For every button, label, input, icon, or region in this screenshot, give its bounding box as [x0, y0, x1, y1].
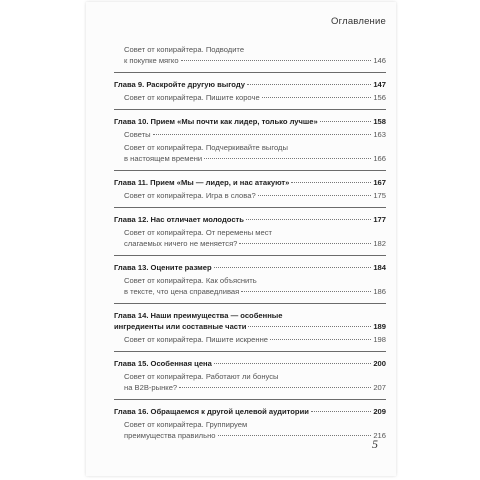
toc-entry-title: Глава 15. Особенная цена — [114, 359, 212, 368]
dot-leader — [179, 387, 371, 388]
toc-chapter-entry — [114, 351, 386, 369]
toc-page-number: 167 — [373, 178, 386, 187]
toc-entry-line — [114, 190, 386, 201]
toc-page-number: 147 — [373, 80, 386, 89]
toc-chapter-entry — [114, 170, 386, 188]
toc-chapter-entry — [114, 72, 386, 90]
toc-entry-title: Глава 12. Нас отличает молодость — [114, 215, 244, 224]
dot-leader — [258, 195, 372, 196]
toc-page-number: 216 — [373, 431, 386, 440]
toc-entry-line — [114, 321, 386, 332]
toc-subentry — [114, 92, 386, 103]
toc-entry-title: преимущества правильно — [124, 431, 216, 440]
toc-page-number: 200 — [373, 359, 386, 368]
toc-entry-title-line: Совет от копирайтера. Как объяснить — [124, 276, 257, 285]
toc-chapter-entry — [114, 255, 386, 273]
toc-entry-line — [114, 214, 386, 225]
toc-entry-title: Глава 11. Прием «Мы — лидер, и нас атакуют» — [114, 178, 290, 187]
toc-subentry — [114, 190, 386, 201]
toc-entry-line — [114, 286, 386, 297]
toc-page-number: 163 — [373, 130, 386, 139]
dot-leader — [248, 326, 371, 327]
toc-entry-title-line: Совет от копирайтера. Работают ли бонусы — [124, 372, 279, 381]
toc-page-number: 175 — [373, 191, 386, 200]
toc-subentry — [114, 419, 386, 441]
dot-leader — [241, 291, 371, 292]
toc-entry-line — [114, 177, 386, 188]
toc-entry-title-line: Совет от копирайтера. Подводите — [124, 45, 245, 54]
toc-entry-title-line: Глава 14. Наши преимущества — особенные — [114, 311, 283, 320]
toc-entry-title: Глава 9. Раскройте другую выгоду — [114, 80, 245, 89]
toc-entry-title: к покупке мягко — [124, 56, 179, 65]
toc-entry-title: Советы — [124, 130, 151, 139]
toc-entry-title: в настоящем времени — [124, 154, 203, 163]
toc-page-number: 156 — [373, 93, 386, 102]
toc-entry-title: Глава 16. Обращаемся к другой целевой аудитории — [114, 407, 309, 416]
toc-subentry — [114, 142, 386, 164]
toc-page-number: 198 — [373, 335, 386, 344]
dot-leader — [239, 243, 371, 244]
dot-leader — [246, 219, 371, 220]
table-of-contents — [114, 42, 386, 441]
toc-entry-title: Глава 10. Прием «Мы почти как лидер, только лучше» — [114, 117, 318, 126]
toc-page-number: 184 — [373, 263, 386, 272]
toc-subentry — [114, 227, 386, 249]
dot-leader — [262, 97, 372, 98]
toc-entry-title-line: Совет от копирайтера. Подчеркивайте выгоды — [124, 143, 288, 152]
toc-entry-title-line: Совет от копирайтера. От перемены мест — [124, 228, 273, 237]
dot-leader — [270, 339, 371, 340]
toc-chapter-entry — [114, 207, 386, 225]
toc-entry-title: Совет от копирайтера. Игра в слова? — [124, 191, 256, 200]
toc-entry-line — [114, 92, 386, 103]
dot-leader — [311, 411, 371, 412]
toc-page-number: 166 — [373, 154, 386, 163]
dot-leader — [153, 134, 372, 135]
toc-entry-title: ингредиенты или составные части — [114, 322, 247, 331]
dot-leader — [291, 182, 371, 183]
toc-page-number: 177 — [373, 215, 386, 224]
toc-entry-title: слагаемых ничего не меняется? — [124, 239, 238, 248]
toc-entry-title: Совет от копирайтера. Пишите искренне — [124, 335, 268, 344]
toc-entry-line — [114, 334, 386, 345]
toc-subentry — [114, 275, 386, 297]
book-page — [86, 2, 396, 476]
toc-chapter-entry — [114, 399, 386, 417]
toc-subentry — [114, 334, 386, 345]
dot-leader — [214, 267, 372, 268]
toc-page-number: 186 — [373, 287, 386, 296]
toc-entry-line — [114, 382, 386, 393]
toc-entry-title: Совет от копирайтера. Пишите короче — [124, 93, 260, 102]
toc-page-number: 209 — [373, 407, 386, 416]
dot-leader — [204, 158, 371, 159]
dot-leader — [181, 60, 372, 61]
toc-entry-line — [114, 55, 386, 66]
dot-leader — [218, 435, 372, 436]
toc-entry-line — [114, 79, 386, 90]
toc-subentry — [114, 44, 386, 66]
page-number: 5 — [372, 437, 378, 451]
running-head: Оглавление — [331, 16, 386, 27]
toc-entry-line — [114, 238, 386, 249]
toc-page-number: 182 — [373, 239, 386, 248]
toc-chapter-entry — [114, 303, 386, 332]
dot-leader — [214, 363, 371, 364]
toc-entry-line — [114, 153, 386, 164]
toc-page-number: 189 — [373, 322, 386, 331]
toc-page-number: 207 — [373, 383, 386, 392]
toc-entry-line — [114, 262, 386, 273]
toc-page-number: 158 — [373, 117, 386, 126]
toc-entry-line — [114, 129, 386, 140]
toc-entry-title: в тексте, что цена справедливая — [124, 287, 240, 296]
toc-entry-title: на B2B-рынке? — [124, 383, 178, 392]
toc-entry-title-line: Совет от копирайтера. Группируем — [124, 420, 248, 429]
toc-subentry — [114, 129, 386, 140]
toc-entry-title: Глава 13. Оцените размер — [114, 263, 212, 272]
toc-entry-line — [114, 358, 386, 369]
toc-subentry — [114, 371, 386, 393]
toc-entry-line — [114, 430, 386, 441]
toc-entry-line — [114, 406, 386, 417]
dot-leader — [247, 84, 371, 85]
toc-entry-line — [114, 116, 386, 127]
toc-chapter-entry — [114, 109, 386, 127]
toc-page-number: 146 — [373, 56, 386, 65]
dot-leader — [320, 121, 372, 122]
